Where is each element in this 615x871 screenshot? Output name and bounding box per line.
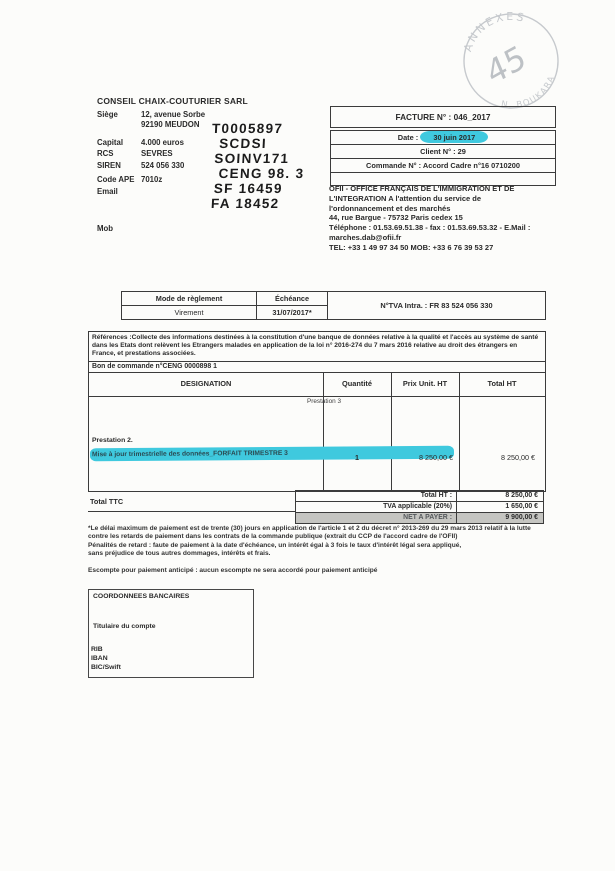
payment-echeance-header: Échéance xyxy=(274,294,310,303)
net-a-payer-label: NET A PAYER : xyxy=(296,513,457,523)
company-field-label: Siège xyxy=(97,110,118,119)
item-detail-highlighted: Mise à jour trimestrielle des données_FORFAIT TRIMESTRE 3 xyxy=(90,446,454,462)
tva-intra-box: N°TVA Intra. : FR 83 524 056 330 xyxy=(327,291,546,320)
recipient-line: l'ordonnancement et des marchés xyxy=(329,203,451,213)
tva-value: 1 650,00 € xyxy=(505,503,538,510)
recipient-line: marches.dab@ofii.fr xyxy=(329,232,402,242)
payment-table xyxy=(121,291,328,320)
total-ht-value: 8 250,00 € xyxy=(505,492,538,499)
recipient-line: TEL: +33 1 49 97 34 50 MOB: +33 6 76 39 53 27 xyxy=(329,242,494,252)
column-divider xyxy=(459,373,460,491)
bon-de-commande: Bon de commande n°CENG 0000898 1 xyxy=(89,361,545,372)
company-field-label: Email xyxy=(97,187,118,196)
header-divider xyxy=(89,396,545,397)
net-a-payer-value: 9 900,00 € xyxy=(505,514,538,521)
total-ht-label: Total HT : xyxy=(296,491,457,501)
handwritten-line: SOINV171 xyxy=(214,151,290,166)
handwritten-line: SCDSI xyxy=(218,136,268,151)
item-title: Prestation 2. xyxy=(92,437,133,444)
company-name: CONSEIL CHAIX-COUTURIER SARL xyxy=(97,96,248,106)
tva-row xyxy=(295,501,544,513)
column-divider xyxy=(323,373,324,491)
company-field-value: SEVRES xyxy=(141,149,173,158)
company-field-value: 524 056 330 xyxy=(141,161,185,170)
col-header-prix-unit: Prix Unit. HT xyxy=(402,379,448,388)
invoice-client-row: Client N° : 29 xyxy=(331,145,555,159)
column-divider xyxy=(391,373,392,491)
company-field-label: RCS xyxy=(97,149,114,158)
handwritten-line: FA 18452 xyxy=(210,196,280,211)
handwritten-line: SF 16459 xyxy=(213,181,284,196)
legal-paragraph: *Le délai maximum de paiement est de trente (30) jours en application de l'article 1 et 2 du décret n° 2013-269 du 29 mars 2013 relatif à la lutte contre les retards de paiement dans les contrats de la commande publique (extrait du CCP de l'accord cadre de l'OFII) xyxy=(88,525,531,541)
totals-block xyxy=(295,490,544,524)
recipient-line: OFII - OFFICE FRANÇAIS DE L'IMMIGRATION ET DE xyxy=(329,184,515,193)
item-total: 8 250,00 € xyxy=(501,453,535,462)
recipient-address-block xyxy=(329,184,571,253)
item-unit-price: 8 250,00 € xyxy=(419,453,453,462)
bank-details-box xyxy=(88,589,254,678)
net-a-payer-row xyxy=(295,512,544,524)
invoice-date-value-highlighted: 30 juin 2017 xyxy=(420,131,488,143)
col-header-quantite: Quantité xyxy=(342,379,372,388)
invoice-date-row xyxy=(331,131,555,145)
company-field-value: 4.000 euros xyxy=(141,138,184,147)
company-field-value: 7010z xyxy=(141,175,163,184)
total-ttc-underline xyxy=(88,511,296,512)
handwritten-annotations xyxy=(202,121,307,211)
company-field-label: SIREN xyxy=(97,161,121,170)
bank-title: COORDONNEES BANCAIRES xyxy=(93,593,190,600)
item-qty: 1 xyxy=(355,453,359,462)
handwritten-line: T0005897 xyxy=(211,121,284,136)
invoice-info-box xyxy=(330,130,556,186)
references-box xyxy=(88,331,546,373)
legal-gap xyxy=(88,559,550,567)
company-field-value: 92190 MEUDON xyxy=(141,120,200,129)
payment-value-row xyxy=(122,305,327,319)
payment-echeance-value: 31/07/2017* xyxy=(272,308,312,317)
items-table xyxy=(88,372,546,492)
stamp-top-text: ANNEXES xyxy=(461,10,528,54)
annexes-stamp-icon xyxy=(452,2,570,120)
invoice-date-label: Date : xyxy=(397,133,419,142)
company-field-label: Capital xyxy=(97,138,123,147)
recipient-line: Téléphone : 01.53.69.51.38 - fax : 01.53.69.53.32 - E.Mail : xyxy=(329,223,531,233)
legal-paragraph: sans préjudice de tous autres dommages, intérêts et frais. xyxy=(88,550,271,558)
bank-bic-label: BIC/Swift xyxy=(91,664,121,671)
tva-label: TVA applicable (20%) xyxy=(296,502,457,512)
company-field-value: 12, avenue Sorbe xyxy=(141,110,206,119)
handwritten-line: CENG 98. 3 xyxy=(218,166,305,181)
stamp-number: 45 xyxy=(480,37,532,93)
legal-paragraph: Pénalités de retard : faute de paiement à la date d'échéance, un intérêt égal à 3 fois le taux d'intérêt légal sera appliqué, xyxy=(88,541,462,549)
total-ht-row xyxy=(295,490,544,502)
invoice-commande-row: Commande N° : Accord Cadre n°16 0710200 xyxy=(331,159,555,173)
recipient-line: 44, rue Bargue - 75732 Paris cedex 15 xyxy=(329,213,463,223)
payment-mode-value: Virement xyxy=(122,306,257,319)
legal-mentions xyxy=(88,525,550,575)
company-mob-label: Mob xyxy=(97,224,114,233)
bank-holder-label: Titulaire du compte xyxy=(93,623,156,630)
facture-number-box: FACTURE N° : 046_2017 xyxy=(330,106,556,128)
payment-mode-header: Mode de règlement xyxy=(122,292,257,305)
references-text: Références :Collecte des informations destinées à la constitution d'une banque de données relative à la qualité et l'accès au système de santé dans les Etats dont relèvent les Etrangers malades en application de la loi n° 2016-274 du 7 mars 2016 relative au droit des étrangers en France, et prestations associées. xyxy=(92,334,539,358)
total-ttc-label: Total TTC xyxy=(90,497,124,506)
legal-paragraph: Escompte pour paiement anticipé : aucun escompte ne sera accordé pour paiement anticipé xyxy=(88,566,378,574)
col-header-total-ht: Total HT xyxy=(487,379,517,388)
prestation-note: Prestation 3 xyxy=(306,398,342,405)
annexes-stamp xyxy=(452,2,570,120)
bank-iban-label: IBAN xyxy=(91,655,108,662)
col-header-designation: DESIGNATION xyxy=(180,379,232,388)
stamp-bottom-text: N. BOUKARA xyxy=(500,73,558,111)
recipient-line: L'INTEGRATION A l'attention du service de xyxy=(329,193,482,203)
company-field-label: Code APE xyxy=(97,175,135,184)
payment-header-row xyxy=(122,292,327,305)
bank-rib-label: RIB xyxy=(91,646,103,653)
